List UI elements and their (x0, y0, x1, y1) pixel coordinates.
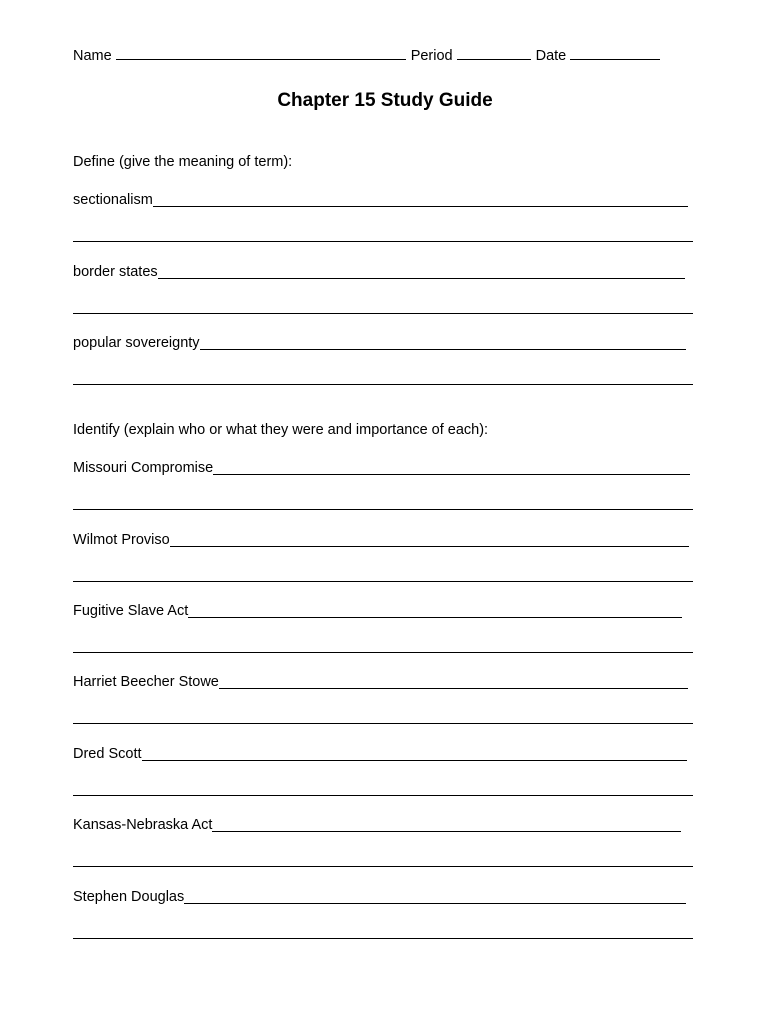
answer-line[interactable] (73, 384, 693, 385)
term-border-states (73, 260, 685, 280)
term-label: border states (73, 264, 158, 280)
term-wilmot-proviso (73, 528, 689, 548)
answer-line[interactable] (73, 652, 693, 653)
term-label: Dred Scott (73, 746, 142, 762)
term-answer-line[interactable] (213, 473, 690, 475)
answer-line[interactable] (73, 938, 693, 939)
term-label: sectionalism (73, 192, 153, 208)
term-label: popular sovereignty (73, 335, 200, 351)
answer-line[interactable] (73, 723, 693, 724)
term-label: Stephen Douglas (73, 889, 185, 905)
term-answer-line[interactable] (184, 902, 686, 904)
term-dred-scott (73, 742, 687, 762)
term-missouri-compromise (73, 456, 690, 476)
term-popular-sovereignty (73, 331, 686, 351)
term-answer-line[interactable] (153, 205, 688, 207)
term-label: Missouri Compromise (73, 460, 214, 476)
name-label: Name (73, 48, 112, 64)
term-label: Wilmot Proviso (73, 532, 170, 548)
term-answer-line[interactable] (170, 545, 689, 547)
identify-instruction: Identify (explain who or what they were and importance of each): (73, 422, 489, 438)
term-stephen-douglas (73, 885, 686, 905)
define-instruction: Define (give the meaning of term): (73, 154, 293, 170)
term-label: Fugitive Slave Act (73, 603, 189, 619)
term-answer-line[interactable] (188, 616, 682, 618)
period-blank[interactable] (457, 47, 531, 60)
term-answer-line[interactable] (200, 348, 686, 350)
term-fugitive-slave-act (73, 599, 682, 619)
term-label: Harriet Beecher Stowe (73, 674, 219, 690)
answer-line[interactable] (73, 866, 693, 867)
answer-line[interactable] (73, 581, 693, 582)
term-label: Kansas-Nebraska Act (73, 817, 213, 833)
answer-line[interactable] (73, 795, 693, 796)
term-answer-line[interactable] (158, 277, 685, 279)
answer-line[interactable] (73, 509, 693, 510)
date-label: Date (535, 48, 567, 64)
header-fields (73, 47, 665, 64)
term-sectionalism (73, 188, 688, 208)
answer-line[interactable] (73, 313, 693, 314)
term-answer-line[interactable] (219, 687, 688, 689)
term-answer-line[interactable] (142, 759, 687, 761)
term-answer-line[interactable] (212, 830, 681, 832)
term-harriet-beecher-stowe (73, 670, 688, 690)
date-blank[interactable] (570, 47, 660, 60)
answer-line[interactable] (73, 241, 693, 242)
name-blank[interactable] (116, 47, 406, 60)
term-kansas-nebraska-act (73, 813, 681, 833)
page-title: Chapter 15 Study Guide (277, 90, 493, 111)
period-label: Period (410, 48, 453, 64)
